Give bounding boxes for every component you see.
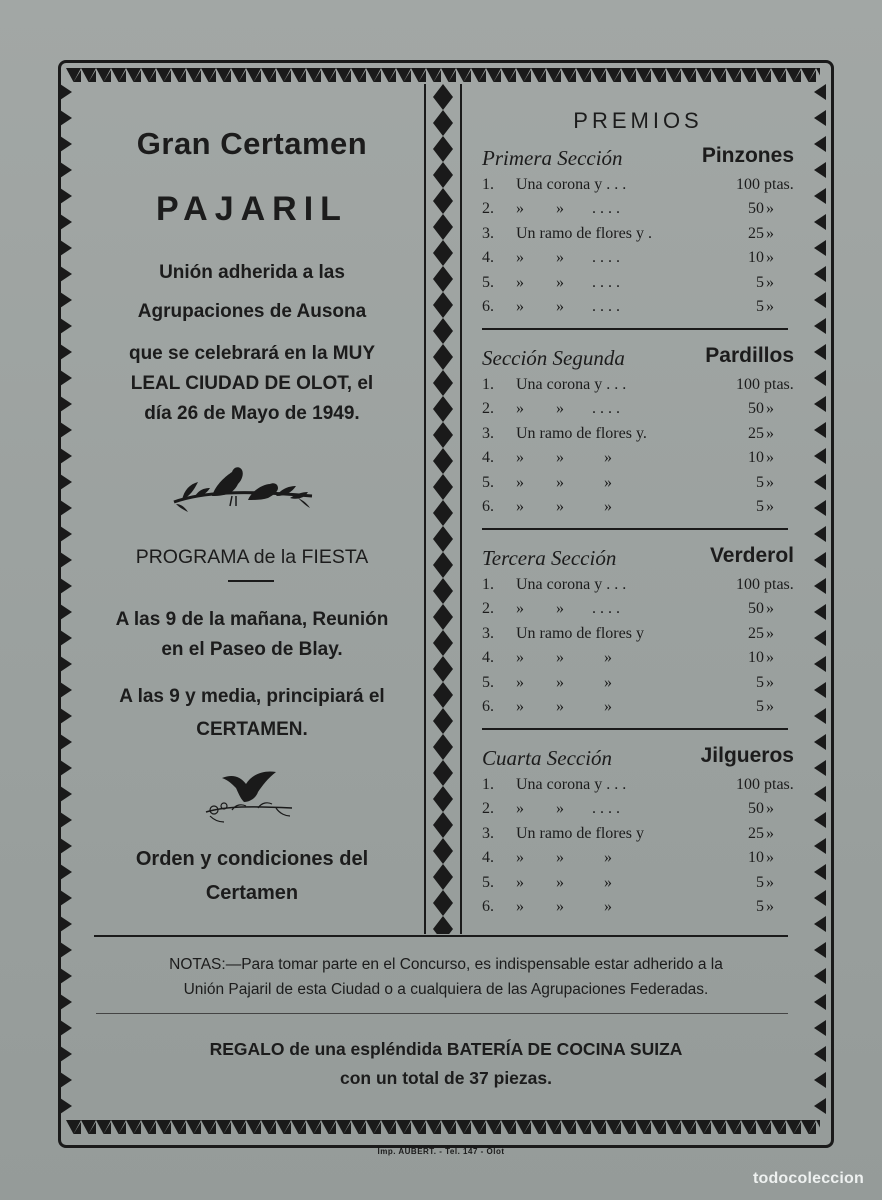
prize-unit: »	[766, 873, 774, 891]
section-header	[466, 546, 810, 576]
prize-description: Una corona y . . .	[516, 576, 627, 593]
prize-row	[466, 225, 810, 249]
prize-amount: 100	[736, 176, 760, 193]
prize-number: 2.	[482, 200, 494, 218]
section-name: Primera Sección	[482, 146, 623, 170]
prize-description: Un ramo de flores y .	[516, 224, 652, 242]
divider-line	[460, 84, 462, 934]
section-rule	[482, 328, 788, 330]
prize-number: 6.	[482, 497, 494, 515]
prize-unit: ptas.	[764, 176, 794, 193]
prize-amount: 50	[748, 200, 764, 218]
notes-bottom-rule	[96, 1013, 788, 1014]
prize-row	[466, 625, 810, 649]
prize-number: 1.	[482, 776, 494, 793]
prize-unit: »	[766, 224, 774, 242]
prize-unit: »	[766, 824, 774, 842]
subtitle-line: Agrupaciones de Ausona	[137, 301, 367, 322]
section-name: Cuarta Sección	[482, 746, 613, 770]
event-line: que se celebrará en la MUY	[128, 343, 376, 364]
prize-unit: »	[766, 473, 774, 491]
prize-row	[466, 600, 810, 624]
prize-unit: »	[766, 297, 774, 315]
prize-amount: 25	[748, 624, 764, 642]
prize-amount: 10	[748, 849, 764, 867]
prize-row	[466, 849, 810, 873]
prize-row	[466, 800, 810, 824]
zigzag-border-top	[66, 68, 820, 82]
prize-number: 1.	[482, 176, 494, 193]
prize-amount: 5	[756, 473, 764, 491]
prize-unit: »	[766, 697, 774, 715]
prize-unit: »	[766, 649, 774, 667]
prize-amount: 25	[748, 224, 764, 242]
prize-amount: 100	[736, 376, 760, 393]
orden-line: Orden y condiciones del	[135, 848, 369, 870]
prize-number: 5.	[482, 273, 494, 291]
prize-unit: »	[766, 273, 774, 291]
printer-imprint: Imp. AUBERT. - Tel. 147 - Olot	[377, 1147, 505, 1156]
prize-unit: »	[766, 249, 774, 267]
prize-description: » » . . . .	[516, 400, 620, 418]
zigzag-border-bottom	[66, 1120, 820, 1134]
prize-row	[466, 249, 810, 273]
gift-line: con un total de 37 piezas.	[340, 1068, 552, 1088]
prize-row	[466, 200, 810, 224]
prize-number: 2.	[482, 400, 494, 418]
section-rule	[482, 728, 788, 730]
prize-number: 3.	[482, 224, 494, 242]
prize-row	[466, 176, 810, 200]
prize-description: Un ramo de flores y	[516, 824, 644, 842]
prize-row	[466, 425, 810, 449]
prize-row	[466, 674, 810, 698]
prize-row	[466, 376, 810, 400]
title-gran-certamen: Gran Certamen	[136, 126, 368, 161]
prize-unit: »	[766, 200, 774, 218]
prize-number: 4.	[482, 449, 494, 467]
prize-description: » » . . . .	[516, 200, 620, 218]
prize-row	[466, 874, 810, 898]
gift-block	[96, 1035, 796, 1093]
prize-number: 3.	[482, 624, 494, 642]
prize-row	[466, 776, 810, 800]
prize-description: » » . . . .	[516, 600, 620, 618]
prize-description: » » »	[516, 697, 612, 715]
prize-description: » » »	[516, 449, 612, 467]
prize-number: 5.	[482, 873, 494, 891]
notes-block	[96, 952, 796, 1002]
prize-number: 3.	[482, 824, 494, 842]
prize-description: Una corona y . . .	[516, 776, 627, 793]
prize-row	[466, 498, 810, 522]
prize-amount: 5	[756, 273, 764, 291]
section-rule	[482, 528, 788, 530]
section-bird: Jilgueros	[700, 744, 794, 767]
subtitle-line: Unión adherida a las	[159, 262, 345, 283]
prize-number: 2.	[482, 800, 494, 818]
birds-on-branch-icon	[172, 462, 314, 514]
prize-amount: 25	[748, 424, 764, 442]
orden-line: Certamen	[205, 882, 299, 904]
section-name: Tercera Sección	[482, 546, 617, 570]
prize-section	[466, 546, 810, 722]
prize-unit: »	[766, 673, 774, 691]
prize-unit: ptas.	[764, 376, 794, 393]
prize-amount: 10	[748, 649, 764, 667]
prize-unit: »	[766, 424, 774, 442]
section-header	[466, 346, 810, 376]
prize-row	[466, 898, 810, 922]
notes-line: NOTAS:—Para tomar parte en el Concurso, es indispensable estar adherido a la	[169, 956, 723, 973]
prize-amount: 100	[736, 776, 760, 793]
notes-top-rule	[94, 935, 788, 937]
prize-number: 6.	[482, 697, 494, 715]
prize-amount: 100	[736, 576, 760, 593]
prize-description: » » »	[516, 473, 612, 491]
prize-amount: 25	[748, 824, 764, 842]
title-pajaril: PAJARIL	[156, 190, 348, 228]
programa-item-line: A las 9 y media, principiará el	[119, 686, 385, 707]
event-line: LEAL CIUDAD DE OLOT, el	[130, 373, 374, 394]
prize-number: 5.	[482, 473, 494, 491]
prize-description: » » . . . .	[516, 297, 620, 315]
prize-description: » » »	[516, 649, 612, 667]
premios-column	[466, 84, 806, 934]
prize-unit: »	[766, 400, 774, 418]
prize-description: » » . . . .	[516, 800, 620, 818]
prize-unit: »	[766, 497, 774, 515]
prize-amount: 5	[756, 297, 764, 315]
prize-amount: 5	[756, 897, 764, 915]
prize-description: » » »	[516, 897, 612, 915]
triangle-border-right	[812, 84, 826, 1120]
prize-section	[466, 146, 810, 322]
prize-amount: 5	[756, 873, 764, 891]
prize-description: Un ramo de flores y.	[516, 424, 647, 442]
prize-description: » » »	[516, 497, 612, 515]
prize-row	[466, 825, 810, 849]
prize-unit: »	[766, 624, 774, 642]
section-bird: Verderol	[709, 544, 794, 567]
programa-item-line: en el Paseo de Blay.	[161, 639, 343, 660]
prize-description: » » »	[516, 849, 612, 867]
prize-unit: »	[766, 849, 774, 867]
prize-number: 6.	[482, 897, 494, 915]
programa-separator	[228, 580, 274, 582]
prize-amount: 50	[748, 800, 764, 818]
prize-number: 4.	[482, 849, 494, 867]
prize-number: 1.	[482, 576, 494, 593]
prize-number: 1.	[482, 376, 494, 393]
prize-number: 4.	[482, 249, 494, 267]
prize-row	[466, 649, 810, 673]
prize-section	[466, 746, 810, 922]
watermark-text: todocoleccion	[752, 1170, 864, 1187]
section-bird: Pinzones	[701, 144, 794, 167]
prize-amount: 50	[748, 400, 764, 418]
left-column	[76, 84, 428, 934]
prize-number: 2.	[482, 600, 494, 618]
prize-unit: ptas.	[764, 776, 794, 793]
prize-number: 4.	[482, 649, 494, 667]
prize-amount: 5	[756, 697, 764, 715]
prize-description: » » . . . .	[516, 273, 620, 291]
prize-unit: »	[766, 449, 774, 467]
prize-number: 5.	[482, 673, 494, 691]
triangle-border-left	[60, 84, 74, 1120]
prize-unit: »	[766, 800, 774, 818]
prize-description: » » »	[516, 873, 612, 891]
prize-amount: 50	[748, 600, 764, 618]
prize-description: » » . . . .	[516, 249, 620, 267]
diamond-column-divider	[428, 84, 458, 934]
prize-unit: »	[766, 897, 774, 915]
premios-title: PREMIOS	[573, 108, 703, 133]
prize-amount: 10	[748, 449, 764, 467]
section-bird: Pardillos	[705, 344, 794, 367]
gift-line: REGALO de una espléndida BATERÍA DE COCINA SUIZA	[209, 1039, 683, 1059]
bird-flying-icon	[202, 768, 298, 824]
prize-row	[466, 698, 810, 722]
section-header	[466, 746, 810, 776]
prize-section	[466, 346, 810, 522]
prize-amount: 5	[756, 673, 764, 691]
prize-description: » » »	[516, 673, 612, 691]
prize-row	[466, 576, 810, 600]
prize-row	[466, 400, 810, 424]
programa-item-line: A las 9 de la mañana, Reunión	[115, 609, 389, 630]
section-name: Sección Segunda	[482, 346, 625, 370]
prize-amount: 10	[748, 249, 764, 267]
prize-description: Una corona y . . .	[516, 376, 627, 393]
programa-title: PROGRAMA de la FIESTA	[135, 546, 369, 568]
prize-number: 6.	[482, 297, 494, 315]
prize-unit: »	[766, 600, 774, 618]
prize-number: 3.	[482, 424, 494, 442]
prize-row	[466, 274, 810, 298]
prize-row	[466, 298, 810, 322]
prize-description: Un ramo de flores y	[516, 624, 644, 642]
prize-description: Una corona y . . .	[516, 176, 627, 193]
programa-item-line: CERTAMEN.	[196, 719, 308, 740]
prize-amount: 5	[756, 497, 764, 515]
prize-row	[466, 449, 810, 473]
prize-unit: ptas.	[764, 576, 794, 593]
notes-line: Unión Pajaril de esta Ciudad o a cualquiera de las Agrupaciones Federadas.	[183, 981, 709, 998]
event-line: día 26 de Mayo de 1949.	[144, 403, 360, 424]
section-header	[466, 146, 810, 176]
prize-row	[466, 474, 810, 498]
